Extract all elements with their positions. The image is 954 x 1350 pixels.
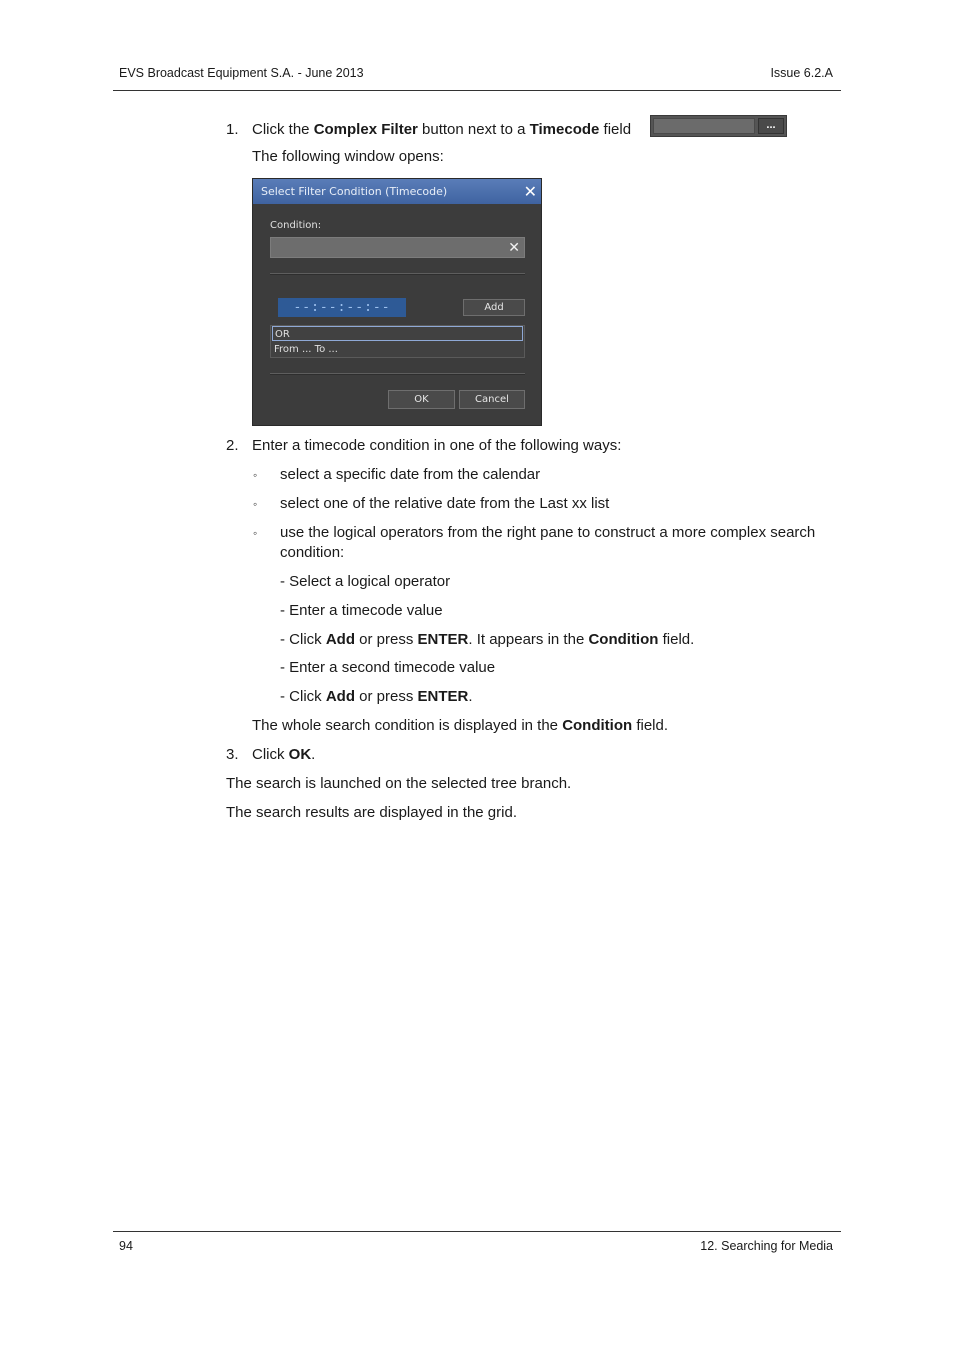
timecode-field-image bbox=[650, 115, 787, 137]
header-issue: Issue 6.2.A bbox=[770, 66, 833, 80]
clear-icon[interactable]: ✕ bbox=[508, 240, 520, 256]
step-1-number: 1. bbox=[226, 121, 239, 138]
sub-step: - Click Add or press ENTER. bbox=[280, 688, 473, 705]
bullet-icon: ◦ bbox=[253, 526, 258, 540]
close-icon[interactable]: ✕ bbox=[523, 182, 537, 201]
dialog-title: Select Filter Condition (Timecode) bbox=[261, 185, 448, 198]
timecode-input[interactable]: --:--:--:-- bbox=[278, 298, 406, 317]
footer-section: 12. Searching for Media bbox=[700, 1239, 833, 1253]
cancel-button[interactable]: Cancel bbox=[459, 390, 525, 409]
bullet-item: use the logical operators from the right pane to construct a more complex search bbox=[280, 524, 816, 541]
step-2-text: Enter a timecode condition in one of the following ways: bbox=[252, 437, 622, 454]
step-1-text: Click the Complex Filter button next to a Timecode field bbox=[252, 121, 632, 138]
bullet-icon: ◦ bbox=[253, 497, 258, 511]
sub-step: - Enter a timecode value bbox=[280, 602, 443, 619]
sub-step: - Select a logical operator bbox=[280, 573, 451, 590]
condition-field[interactable] bbox=[270, 237, 525, 258]
sub-step: - Enter a second timecode value bbox=[280, 659, 496, 676]
bullet-item: select one of the relative date from the Last xx list bbox=[280, 495, 610, 512]
step-1-subtext: The following window opens: bbox=[252, 148, 444, 165]
operator-option-from-to[interactable]: From ... To ... bbox=[274, 344, 338, 355]
step-3-number: 3. bbox=[226, 746, 239, 763]
divider bbox=[270, 273, 525, 275]
bullet-item-cont: condition: bbox=[280, 544, 345, 561]
closing-paragraph: The search results are displayed in the grid. bbox=[226, 804, 517, 821]
bullet-item: select a specific date from the calendar bbox=[280, 466, 541, 483]
operator-list bbox=[270, 325, 525, 358]
complex-filter-button[interactable]: ... bbox=[758, 118, 784, 134]
timecode-field-box bbox=[653, 118, 755, 134]
header-publisher: EVS Broadcast Equipment S.A. - June 2013 bbox=[119, 66, 364, 80]
sub-step: - Click Add or press ENTER. It appears in the Condition field. bbox=[280, 631, 695, 648]
page-footer bbox=[113, 1231, 841, 1253]
dialog-titlebar bbox=[253, 179, 541, 204]
closing-paragraph: The search is launched on the selected tree branch. bbox=[226, 775, 572, 792]
add-button[interactable]: Add bbox=[463, 299, 525, 316]
filter-dialog bbox=[252, 178, 542, 426]
divider bbox=[270, 373, 525, 375]
condition-label: Condition: bbox=[270, 220, 322, 231]
step-2-result: The whole search condition is displayed in the Condition field. bbox=[252, 717, 669, 734]
bullet-icon: ◦ bbox=[253, 468, 258, 482]
page-header bbox=[113, 66, 841, 91]
page-number: 94 bbox=[119, 1239, 133, 1253]
step-3-text: Click OK. bbox=[252, 746, 316, 763]
step-2-number: 2. bbox=[226, 437, 239, 454]
ok-button[interactable]: OK bbox=[388, 390, 455, 409]
operator-option-or[interactable]: OR bbox=[272, 326, 523, 341]
